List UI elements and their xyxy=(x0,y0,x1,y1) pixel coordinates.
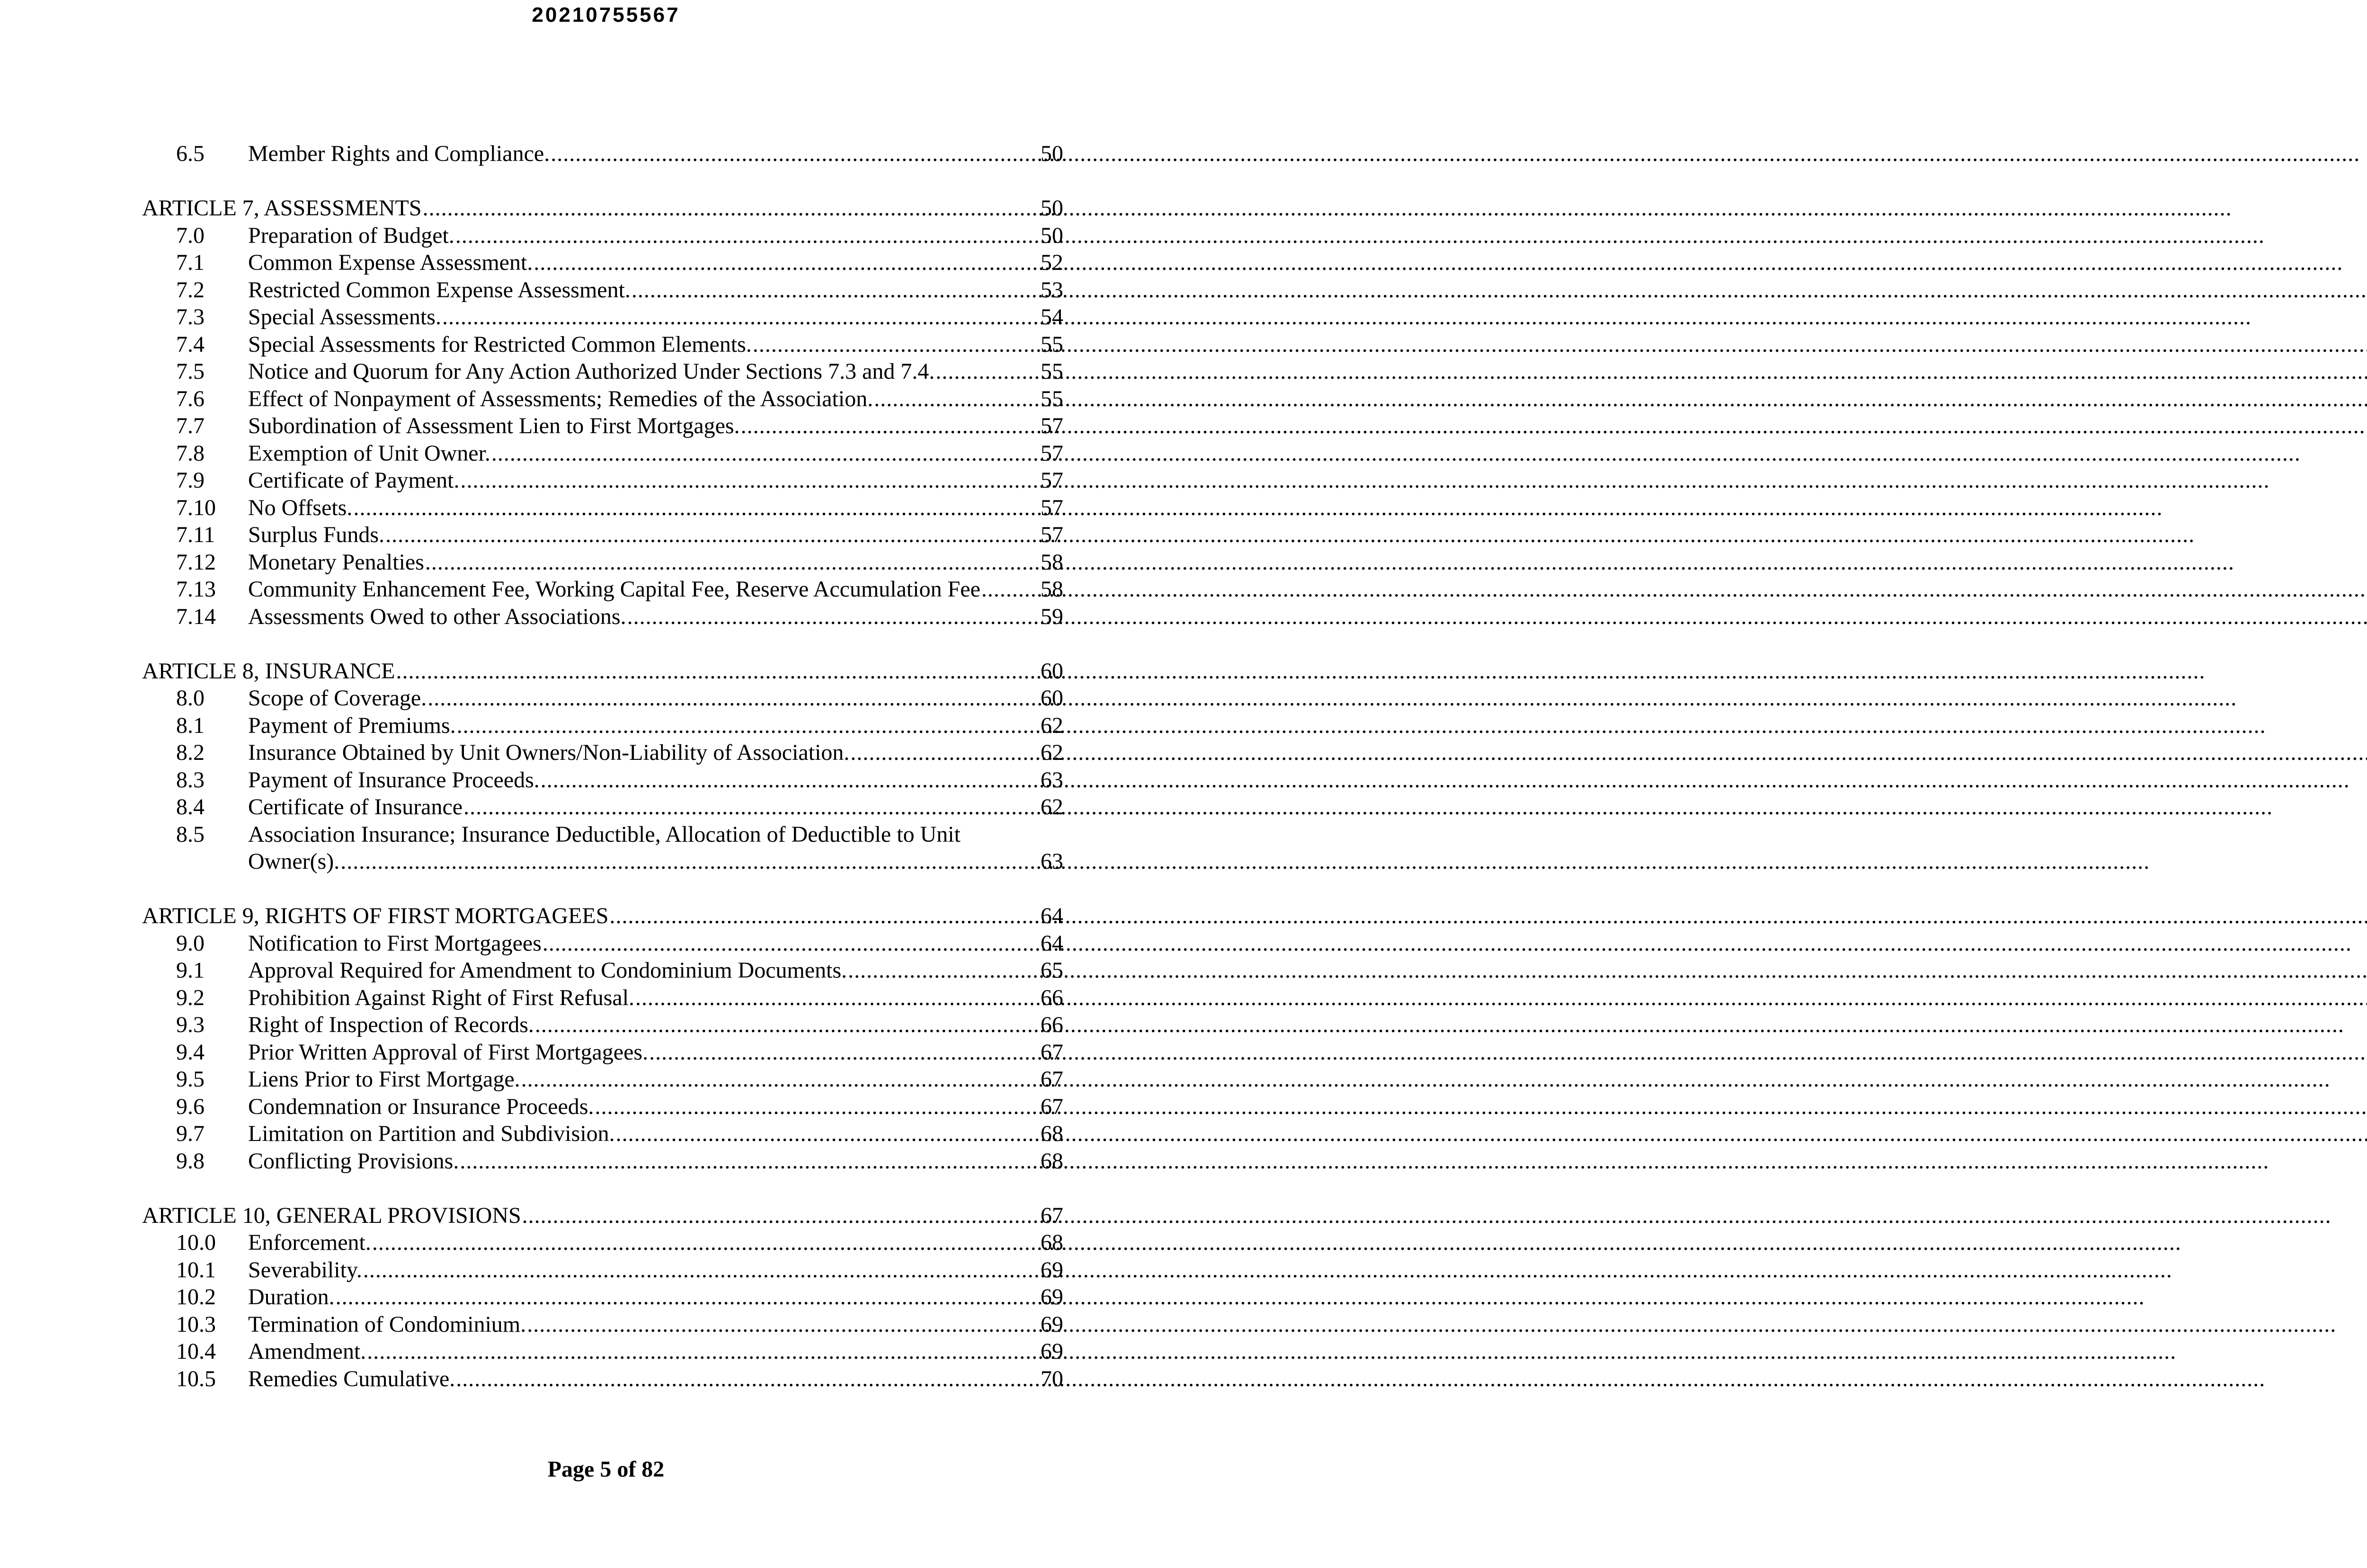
toc-entry[interactable] xyxy=(142,222,1063,249)
dot-leader xyxy=(649,1039,1040,1066)
article-title: ARTICLE 8, INSURANCE xyxy=(142,658,395,684)
section-title: Conflicting Provisions. xyxy=(248,1148,459,1174)
section-title: Common Expense Assessment. xyxy=(248,250,533,275)
page-number: 65 xyxy=(1041,958,1063,983)
section-title: Special Assessments. xyxy=(248,304,441,330)
section-number: 10.1 xyxy=(176,1257,216,1283)
section-number: 8.3 xyxy=(176,767,205,793)
section-number: 9.6 xyxy=(176,1094,205,1119)
dot-leader xyxy=(353,494,1040,522)
section-number: 10.4 xyxy=(176,1339,216,1364)
section-title: Enforcement. xyxy=(248,1230,371,1255)
dot-leader xyxy=(753,331,1040,358)
page-number: 62 xyxy=(1041,713,1063,738)
dot-leader xyxy=(460,1148,1040,1175)
section-number: 7.6 xyxy=(176,386,205,411)
dot-leader xyxy=(363,1256,1040,1284)
dot-leader xyxy=(527,1311,1040,1338)
page-number: 62 xyxy=(1041,794,1063,820)
page-number: 69 xyxy=(1041,1311,1063,1337)
dot-leader xyxy=(632,276,1040,304)
dot-leader xyxy=(627,603,1040,631)
section-number: 9.1 xyxy=(176,958,205,983)
section-number: 7.8 xyxy=(176,440,205,466)
section-title: Community Enhancement Fee, Working Capital Fee, Reserve Accumulation Fee xyxy=(248,577,980,602)
section-title: Certificate of Payment. xyxy=(248,468,460,493)
section-title: Certificate of Insurance xyxy=(248,794,463,820)
dot-leader xyxy=(463,793,1040,821)
dot-leader xyxy=(367,1338,1040,1365)
section-title: Liens Prior to First Mortgage. xyxy=(248,1067,520,1092)
toc-entry[interactable] xyxy=(142,140,1063,168)
toc-entry[interactable] xyxy=(142,549,1063,576)
toc-entry[interactable] xyxy=(142,685,1063,712)
section-title: Severability. xyxy=(248,1257,362,1283)
section-title: Exemption of Unit Owner. xyxy=(248,440,490,466)
document-number: 20210755567 xyxy=(532,3,680,27)
section-title: Remedies Cumulative. xyxy=(248,1366,455,1391)
section-number: 7.1 xyxy=(176,250,205,275)
dot-leader xyxy=(423,195,1040,222)
page-number: 50 xyxy=(1041,141,1063,166)
dot-leader xyxy=(616,1120,1040,1148)
dot-leader xyxy=(456,1365,1040,1393)
page-number: 66 xyxy=(1041,1012,1063,1037)
page-number: 57 xyxy=(1041,522,1063,547)
section-title: Notice and Quorum for Any Action Authorized Under Sections 7.3 and 7.4. xyxy=(248,359,935,384)
dot-leader xyxy=(848,957,1040,984)
toc-entry[interactable] xyxy=(142,276,1063,304)
page-number: 67 xyxy=(1041,1203,1063,1228)
section-title: Monetary Penalties xyxy=(248,549,424,575)
dot-leader xyxy=(442,303,1040,331)
section-number: 7.7 xyxy=(176,413,205,438)
toc-article-heading[interactable] xyxy=(142,902,1063,930)
toc-entry[interactable] xyxy=(142,1365,1063,1393)
toc-entry[interactable] xyxy=(142,1093,1063,1121)
dot-leader xyxy=(609,902,1040,930)
page-number: 66 xyxy=(1041,985,1063,1010)
section-title: Effect of Nonpayment of Assessments; Remedies of the Association. xyxy=(248,386,873,411)
page-number: 55 xyxy=(1041,359,1063,384)
page-number: 67 xyxy=(1041,1067,1063,1092)
page-number: 57 xyxy=(1041,495,1063,520)
section-number: 7.3 xyxy=(176,304,205,330)
page-number: 67 xyxy=(1041,1094,1063,1119)
section-number: 8.0 xyxy=(176,686,205,711)
section-number: 8.5 xyxy=(176,821,205,847)
dot-leader xyxy=(461,467,1040,494)
section-title: No Offsets. xyxy=(248,495,353,520)
toc-entry[interactable] xyxy=(142,521,1063,549)
page-number: 52 xyxy=(1041,250,1063,275)
section-number: 9.3 xyxy=(176,1012,205,1037)
section-title: Right of Inspection of Records. xyxy=(248,1012,534,1037)
toc-article-heading[interactable] xyxy=(142,195,1063,222)
dot-leader xyxy=(491,440,1040,467)
toc-entry[interactable] xyxy=(142,303,1063,331)
section-number: 7.11 xyxy=(176,522,215,547)
toc-entry[interactable] xyxy=(142,712,1063,739)
section-title: Assessments Owed to other Associations. xyxy=(248,604,626,629)
page-number: 70 xyxy=(1041,1366,1063,1391)
page-number: 63 xyxy=(1041,849,1063,874)
section-title: Member Rights and Compliance. xyxy=(248,141,550,166)
dot-leader xyxy=(340,848,1040,875)
page-number: 63 xyxy=(1041,767,1063,793)
dot-leader xyxy=(535,1011,1040,1039)
toc-entry[interactable] xyxy=(142,1338,1063,1365)
dot-leader xyxy=(935,358,1040,385)
dot-leader xyxy=(850,739,1040,766)
page-number: 68 xyxy=(1041,1121,1063,1146)
toc-entry[interactable] xyxy=(142,358,1063,385)
section-number: 10.3 xyxy=(176,1311,216,1337)
page-number: 58 xyxy=(1041,549,1063,575)
toc-entry[interactable] xyxy=(142,766,1063,794)
toc-article-heading[interactable] xyxy=(142,658,1063,685)
section-number: 7.0 xyxy=(176,223,205,248)
toc-entry[interactable] xyxy=(142,739,1063,766)
section-title: Scope of Coverage. xyxy=(248,686,427,711)
section-title: Payment of Insurance Proceeds. xyxy=(248,767,540,793)
toc-article-heading[interactable] xyxy=(142,1202,1063,1229)
section-title: Condemnation or Insurance Proceeds. xyxy=(248,1094,594,1119)
section-title: Prior Written Approval of First Mortgagees. xyxy=(248,1039,649,1065)
toc-entry[interactable] xyxy=(142,331,1063,358)
section-title: Special Assessments for Restricted Common Elements. xyxy=(248,331,752,357)
section-number: 9.0 xyxy=(176,930,205,956)
toc-entry[interactable] xyxy=(142,1039,1063,1066)
section-number: 9.8 xyxy=(176,1148,205,1174)
article-title: ARTICLE 9, RIGHTS OF FIRST MORTGAGEES xyxy=(142,903,609,928)
page-number: 68 xyxy=(1041,1230,1063,1255)
section-number: 9.2 xyxy=(176,985,205,1010)
toc-entry[interactable] xyxy=(142,576,1063,603)
dot-leader xyxy=(385,521,1040,549)
toc-entry[interactable] xyxy=(142,1283,1063,1311)
toc-entry[interactable] xyxy=(142,957,1063,984)
section-title: Limitation on Partition and Subdivision. xyxy=(248,1121,615,1146)
section-number: 7.2 xyxy=(176,277,205,303)
section-title: Duration. xyxy=(248,1284,335,1310)
section-number: 9.7 xyxy=(176,1121,205,1146)
section-title: Subordination of Assessment Lien to First Mortgages. xyxy=(248,413,740,438)
section-title: Approval Required for Amendment to Condominium Documents. xyxy=(248,958,847,983)
toc-entry[interactable] xyxy=(142,1229,1063,1256)
page-number: 69 xyxy=(1041,1257,1063,1283)
toc-entry-continuation[interactable] xyxy=(142,848,1063,875)
section-title: Notification to First Mortgagees xyxy=(248,930,542,956)
page-number: 60 xyxy=(1041,686,1063,711)
section-number: 8.1 xyxy=(176,713,205,738)
section-title: Association Insurance; Insurance Deductible, Allocation of Deductible to Unit xyxy=(248,821,961,847)
page-number: 69 xyxy=(1041,1339,1063,1364)
dot-leader xyxy=(543,930,1040,957)
article-title: ARTICLE 7, ASSESSMENTS xyxy=(142,196,422,221)
toc-entry[interactable] xyxy=(142,412,1063,440)
page-number: 58 xyxy=(1041,577,1063,602)
section-title-continued: Owner(s). xyxy=(248,849,340,874)
dot-leader xyxy=(425,549,1040,576)
toc-entry[interactable] xyxy=(142,930,1063,957)
section-number: 7.10 xyxy=(176,495,216,520)
section-number: 8.2 xyxy=(176,740,205,765)
dot-leader xyxy=(635,984,1040,1012)
article-title: ARTICLE 10, GENERAL PROVISIONS xyxy=(142,1203,521,1228)
dot-leader xyxy=(427,685,1040,712)
toc-entry[interactable] xyxy=(142,494,1063,522)
toc-entry[interactable] xyxy=(142,249,1063,276)
section-title: Restricted Common Expense Assessment. xyxy=(248,277,631,303)
section-title: Amendment. xyxy=(248,1339,366,1364)
dot-leader xyxy=(595,1093,1040,1121)
page-number: 69 xyxy=(1041,1284,1063,1310)
dot-leader xyxy=(522,1202,1040,1229)
dot-leader xyxy=(551,140,1040,168)
table-of-contents xyxy=(142,140,1063,1392)
page-number: 57 xyxy=(1041,468,1063,493)
page-number: 64 xyxy=(1041,903,1063,928)
toc-entry[interactable] xyxy=(142,385,1063,413)
page-number: 62 xyxy=(1041,740,1063,765)
toc-entry[interactable] xyxy=(142,1066,1063,1093)
page-number: 54 xyxy=(1041,304,1063,330)
toc-entry[interactable] xyxy=(142,984,1063,1012)
dot-leader xyxy=(457,712,1040,739)
section-number: 7.13 xyxy=(176,577,216,602)
section-number: 7.9 xyxy=(176,468,205,493)
page-number: 50 xyxy=(1041,196,1063,221)
section-number: 8.4 xyxy=(176,794,205,820)
dot-leader xyxy=(521,1066,1040,1093)
page-number: 55 xyxy=(1041,386,1063,411)
section-number: 9.4 xyxy=(176,1039,205,1065)
dot-leader xyxy=(372,1229,1040,1256)
section-title: Prohibition Against Right of First Refusal. xyxy=(248,985,635,1010)
toc-entry[interactable] xyxy=(142,1311,1063,1338)
page-number: 50 xyxy=(1041,223,1063,248)
toc-entry[interactable] xyxy=(142,1148,1063,1175)
dot-leader xyxy=(874,385,1040,413)
dot-leader xyxy=(534,249,1040,276)
section-number: 9.5 xyxy=(176,1067,205,1092)
page-footer: Page 5 of 82 xyxy=(547,1457,665,1482)
page-number: 68 xyxy=(1041,1148,1063,1174)
dot-leader xyxy=(396,658,1040,685)
page-number: 53 xyxy=(1041,277,1063,303)
toc-entry[interactable] xyxy=(142,793,1063,821)
page-number: 67 xyxy=(1041,1039,1063,1065)
page-number: 55 xyxy=(1041,331,1063,357)
page-number: 57 xyxy=(1041,413,1063,438)
toc-entry[interactable] xyxy=(142,440,1063,467)
page-number: 64 xyxy=(1041,930,1063,956)
page-number: 60 xyxy=(1041,658,1063,684)
page-number: 57 xyxy=(1041,440,1063,466)
section-number: 6.5 xyxy=(176,141,205,166)
section-title: Payment of Premiums. xyxy=(248,713,456,738)
dot-leader xyxy=(541,766,1040,794)
dot-leader xyxy=(336,1283,1040,1311)
toc-entry[interactable] xyxy=(142,1256,1063,1284)
page-number: 59 xyxy=(1041,604,1063,629)
toc-entry[interactable] xyxy=(142,467,1063,494)
section-number: 10.5 xyxy=(176,1366,216,1391)
toc-entry[interactable] xyxy=(142,1120,1063,1148)
section-number: 7.5 xyxy=(176,359,205,384)
section-title: Preparation of Budget. xyxy=(248,223,454,248)
toc-entry[interactable] xyxy=(142,603,1063,631)
toc-entry[interactable] xyxy=(142,821,1063,848)
section-number: 7.14 xyxy=(176,604,216,629)
section-number: 10.2 xyxy=(176,1284,216,1310)
section-title: Surplus Funds. xyxy=(248,522,385,547)
section-number: 7.4 xyxy=(176,331,205,357)
section-title: Termination of Condominium. xyxy=(248,1311,526,1337)
section-title: Insurance Obtained by Unit Owners/Non-Liability of Association. xyxy=(248,740,850,765)
dot-leader xyxy=(741,412,1040,440)
toc-entry[interactable] xyxy=(142,1011,1063,1039)
dot-leader xyxy=(981,576,1040,603)
section-number: 7.12 xyxy=(176,549,216,575)
section-number: 10.0 xyxy=(176,1230,216,1255)
dot-leader xyxy=(455,222,1040,249)
